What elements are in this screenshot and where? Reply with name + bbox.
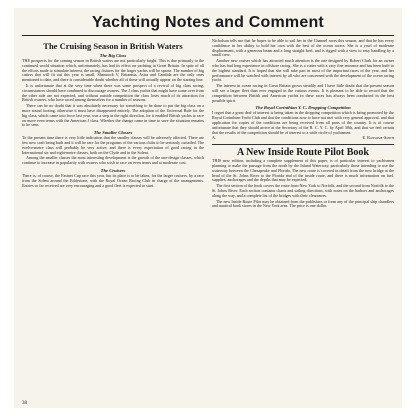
author-byline: E. Ransome-Smith <box>362 135 394 141</box>
continued-paragraph: The interest in ocean racing in Great Britain grows steadily and I have little doubt that the present season will see a larger fleet than ever engaged in the various events. It is pleasant to be able to record that the competition between British and American yachts in these races has always been conducted in the best possible spirit. <box>212 83 394 103</box>
article-signoff <box>212 136 394 141</box>
big-class-paragraph: It is unfortunate that at the very time when there was some prospect of a revival of big class racing, circumstances should have combined to discourage owners. The J class yachts that might have come over from the other side are not expected, and without outside competition the class loses much of its attraction for British owners, who have raced among themselves for a number of seasons. <box>22 82 204 103</box>
magazine-page <box>14 8 402 408</box>
article-columns <box>22 39 394 408</box>
section-divider <box>212 144 394 145</box>
big-class-paragraph: There can be no doubt that it was absolutely necessary for something to be done to put the big class on a more sound footing, otherwise it must have disappeared entirely. The adoption of the Universal Rule for the big class, which came into force last year, was a step in the right direction, for it enabled British yachts to race on more even terms with the American J class. Whether the change came in time to save the situation remains to be seen. <box>22 103 204 128</box>
signoff-initial: A. <box>212 135 217 141</box>
smaller-classes-paragraph: To the present time there is very little indication that the smaller classes will be adversely affected. There are few new craft being built and it will be rare for the programs of the various clubs to be seriously curtailed. The twelve-metre class will probably be very active, and there is every expectation of good racing in the International six and eight-metre classes, both on the Clyde and in the Solent. <box>22 135 204 155</box>
right-column <box>212 39 394 408</box>
smaller-classes-paragraph: Among the smaller classes the most interesting development is the growth of the one-design classes, which continue to increase in popularity with owners who wish to race on even terms and at moderate cost. <box>22 155 204 166</box>
cruising-season-title: The Cruising Season in British Waters <box>43 41 183 51</box>
pilot-book-paragraph: THIS new edition, including a complete supplement of this paper, is of particular interest to yachtsmen planning to make the passage from the north by the Inland Waterway, particularly those intending to use the waterway between the Chesapeake and Florida. The new route is covered in detail from the new bridge at the head of the St. Johns River to the Florida end of the inside route, and there is much information on fuel, supplies, anchorages and the depths that may be expected. <box>212 158 394 183</box>
cruisers-heading: The Cruisers <box>100 167 126 173</box>
dropping-competition-paragraph: I regret that a great deal of interest is being taken in the dropping competition which is being promoted by the Royal Corinthian Yacht Club and that the conditions now to have not met with very general approval, and that application for copies of the conditions are being received from all parts of the country. It is of course unfortunate that they should arrive at the Secretary of the R. C. Y. C. by April 30th, and that we feel certain that the results of the competition should be of interest to a wide circle of yachtsmen. <box>212 110 394 135</box>
continued-paragraph: Nicholson tells me that he hopes to be able to sail her in the Channel races this season, and that he has every confidence in her ability to hold her own with the best of the ocean racers. She is a yawl of moderate displacement, with a generous beam and a long straight keel, and is rigged with a view to easy handling by a small crew. <box>212 39 394 58</box>
pilot-book-paragraph: The first section of the book covers the route from New York to Norfolk, and the second from Norfolk to the St. Johns River. Each section contains charts and sailing directions, with notes on the harbors and anchorages along the way, and a complete list of the bridges with their clearances. <box>212 183 394 198</box>
page-masthead: Yachting Notes and Comment <box>92 14 324 31</box>
cruisers-paragraph: There is, of course, the Fastnet Cup race this year, but its place is to be taken, for the larger cruisers, by a race from the Solent around the Eddystone, with the Royal Ocean Racing Club in charge of the arrangements. Entries so far received are very encouraging and a good fleet is expected to start. <box>22 172 204 188</box>
left-column <box>22 39 204 408</box>
masthead-rule <box>22 35 394 36</box>
big-class-heading: The Big Class <box>99 53 127 58</box>
dropping-competition-heading: The Royal Corinthian Y. C. Dropping Competition <box>255 105 351 111</box>
pilot-book-paragraph: The new Inside Route Pilot may be obtained from the publishers or from any of the principal ship chandlers and nautical book stores in the New York area. The price is one dollar. <box>212 198 394 209</box>
page-number: 38 <box>22 401 27 406</box>
pilot-book-title: A New Inside Route Pilot Book <box>237 147 369 159</box>
big-class-paragraph: THE prospects for the coming season in British waters are not particularly bright. This is due primarily to the continued world situation which, unfortunately, has had its effect on yachting in Great Britain. In spite of all the efforts made to stimulate interest, the racing fixtures for the larger yachts will be sparse. The number of big cutters that will fit out this year is small. Shamrock V, Britannia, Astra and Candida are the only ones mentioned to date, and there is considerable doubt whether all of these will actually appear on the starting line. <box>22 58 204 83</box>
continued-paragraph: Another new cruiser which has attracted much attention is the one designed by Robert Clark for an owner who has had long experience in offshore racing. She is a cutter with a very fine entrance and has been built to the highest standard. It is hoped that she will take part in most of the important races of the year, and her performance will be watched with interest by all who are concerned with the development of the ocean racing yacht. <box>212 58 394 83</box>
smaller-classes-heading: The Smaller Classes <box>93 130 133 136</box>
